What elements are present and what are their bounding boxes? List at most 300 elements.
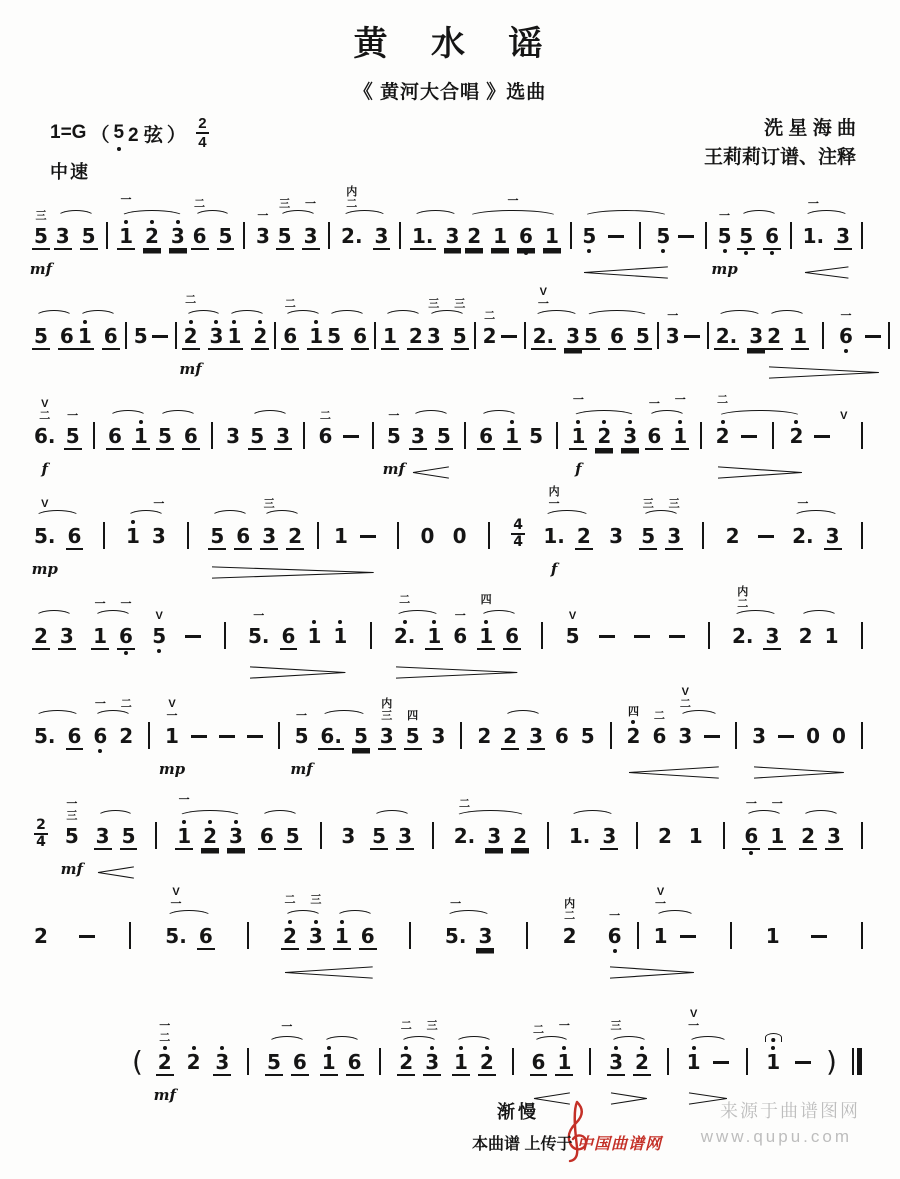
note-group [645, 390, 689, 459]
barline [730, 690, 742, 757]
note-number: 1 [793, 324, 807, 348]
fingering-mark: 一 [281, 1021, 293, 1033]
note [764, 890, 782, 957]
note-number: 1 [119, 224, 133, 248]
dash [247, 735, 263, 738]
note-number: 3 [667, 524, 682, 548]
fingering-mark: 四 [407, 710, 419, 722]
note-number: 3 [529, 724, 543, 748]
barline [459, 390, 471, 457]
note [158, 690, 186, 778]
note-group [452, 790, 529, 859]
note-group [265, 1016, 309, 1085]
note-number: 1 [333, 624, 348, 648]
barline [702, 290, 714, 357]
note [435, 390, 453, 459]
note-group [443, 890, 494, 959]
note [838, 390, 850, 457]
finger-marks [296, 711, 307, 722]
note [307, 890, 325, 959]
dash [608, 235, 624, 238]
dash [814, 435, 830, 438]
note [60, 790, 83, 878]
fingering-mark: 一 [305, 198, 317, 210]
note-number: 2 [482, 324, 497, 348]
note [491, 190, 509, 259]
duration-dash [776, 690, 796, 757]
note [527, 690, 545, 759]
note [305, 590, 323, 657]
crescendo-hairpin [98, 866, 134, 879]
note [120, 790, 138, 859]
octave-dot [723, 249, 727, 253]
note-number: 6 [59, 324, 74, 348]
note [58, 290, 76, 359]
bow-mark: V [168, 698, 176, 710]
note [332, 490, 350, 557]
finger-marks [284, 895, 295, 906]
fingering-mark: 三 [279, 198, 291, 210]
finger-marks [67, 411, 78, 422]
note-number: 5 [372, 824, 387, 848]
note-number: 5. [165, 924, 187, 948]
fingering-mark: 一 [296, 710, 308, 722]
note-number: 2 [119, 724, 134, 748]
note [382, 390, 405, 478]
barline [697, 490, 709, 557]
finger-marks [194, 199, 205, 210]
barline [542, 790, 554, 857]
fingering-mark: 三 [35, 210, 47, 222]
finger-marks [95, 699, 106, 710]
note-number: 5 [353, 724, 368, 748]
barline [856, 590, 868, 657]
finger-marks [41, 499, 48, 510]
finger-marks [167, 699, 178, 722]
note [608, 290, 626, 359]
note-number: 3 [151, 524, 166, 548]
barline [785, 190, 797, 257]
note [318, 690, 344, 759]
finger-marks [737, 587, 748, 610]
diminuendo-hairpin [610, 966, 694, 979]
note-number: 5 [294, 724, 309, 748]
crescendo-hairpin [584, 266, 668, 279]
barline [365, 590, 377, 657]
fingering-mark: 四 [480, 594, 492, 606]
note-number: 3 [665, 324, 680, 348]
barline [298, 390, 310, 457]
duration-dash [358, 490, 378, 557]
note-number: 1 [479, 624, 494, 648]
note [765, 290, 783, 359]
fingering-mark: 一 [507, 195, 519, 207]
note [32, 690, 58, 757]
note [91, 590, 109, 659]
note [182, 390, 200, 459]
note-number: 5 [210, 524, 225, 548]
tempo-change-label: 渐慢 [497, 1102, 539, 1122]
note [227, 790, 245, 859]
note [654, 190, 672, 257]
note-group [91, 590, 135, 659]
finger-marks [611, 1021, 622, 1032]
fingering-mark: 一 [674, 394, 686, 406]
note-group [191, 190, 235, 259]
dash [219, 735, 235, 738]
fingering-mark: 三 [428, 298, 440, 310]
dash [865, 335, 881, 338]
time-signature [32, 790, 50, 857]
fingering-mark: 一 [840, 310, 852, 322]
note-number: 5 [81, 224, 96, 248]
dash [811, 935, 827, 938]
dash [360, 535, 376, 538]
note [274, 390, 292, 459]
duration-dash [793, 1016, 813, 1083]
note [606, 890, 624, 957]
note-number: 1. [412, 224, 434, 248]
music-line-6 [32, 686, 868, 790]
finger-marks [564, 899, 575, 922]
note [132, 390, 150, 459]
fingering-mark: 二 [532, 1024, 544, 1036]
fingering-mark: 二 [120, 698, 132, 710]
finger-marks [840, 411, 847, 422]
meter-numerator: 2 [198, 115, 207, 132]
note [117, 690, 135, 757]
time-sig-numerator: 2 [36, 817, 46, 833]
finger-marks [840, 311, 851, 322]
bow-mark: V [568, 610, 577, 622]
note [94, 790, 112, 859]
note [730, 586, 756, 657]
note-group [381, 290, 425, 359]
finger-marks [159, 1021, 170, 1044]
note-number: 3 [425, 1050, 440, 1074]
bow-mark: V [656, 886, 665, 898]
note-group [276, 190, 320, 259]
dash [680, 935, 696, 938]
note [656, 790, 674, 857]
note-number: 2 [408, 324, 423, 348]
note-number: 3 [255, 224, 270, 248]
bow-mark: V [689, 1008, 698, 1020]
barline [741, 1016, 753, 1083]
note-group [248, 390, 292, 459]
note [124, 490, 142, 557]
note-number: 5. [444, 924, 467, 948]
note-group [320, 1016, 364, 1085]
note [150, 490, 168, 557]
note-number: 1 [557, 1050, 572, 1074]
note-group [179, 290, 226, 378]
note-number: 3 [379, 724, 394, 748]
octave-dot [844, 349, 848, 353]
duration-dash [812, 390, 832, 457]
note-group [465, 190, 561, 259]
barline [856, 190, 868, 257]
score-body [0, 186, 900, 1122]
fingering-mark: 三 [310, 894, 322, 906]
note [246, 590, 272, 657]
note-number: 5 [250, 424, 265, 448]
note-number: 5 [34, 324, 48, 348]
note [830, 690, 848, 757]
note-number: 3 [431, 724, 446, 748]
note [561, 890, 579, 957]
dash [704, 735, 720, 738]
note-group [742, 790, 786, 859]
barline [507, 1016, 519, 1083]
note-number: 2 [157, 1050, 172, 1074]
note [801, 190, 827, 257]
note-number: 3 [410, 424, 425, 448]
note-group [531, 286, 582, 359]
note-number: 3 [825, 524, 840, 548]
note-group [750, 690, 848, 757]
note-number: 6 [292, 1050, 307, 1074]
note [511, 790, 529, 859]
note-number: 3 [487, 824, 502, 848]
note [607, 1016, 625, 1085]
time-signature [34, 819, 48, 848]
note-group [582, 290, 652, 359]
note [423, 1016, 441, 1085]
note [373, 190, 391, 259]
time-sig-denominator: 4 [36, 834, 46, 850]
note-number: 5 [565, 624, 580, 648]
barline [98, 490, 110, 557]
music-line-4 [31, 486, 868, 590]
finger-marks [797, 499, 808, 510]
dash [741, 435, 757, 438]
note-number: 3 [749, 324, 764, 348]
duration-dash [667, 590, 687, 657]
fingering-mark: 一 [257, 210, 269, 222]
credits [704, 114, 856, 173]
note-number: 6 [183, 424, 198, 448]
note-number: 2 [288, 524, 303, 548]
note-number: 6 [236, 524, 251, 548]
note-group [208, 490, 378, 559]
finger-marks [667, 311, 678, 322]
fingering-mark: 一 [609, 910, 621, 922]
note [567, 790, 593, 857]
note-number: 3 [276, 424, 291, 448]
note-number: 6 [453, 624, 468, 648]
duration-dash [606, 190, 626, 257]
upload-prefix: 本曲谱 [472, 1136, 521, 1153]
note [339, 790, 357, 857]
barline [182, 490, 194, 557]
note [381, 290, 399, 359]
finger-marks [675, 395, 686, 406]
note-group [606, 886, 698, 957]
note [799, 790, 817, 859]
note-number: 2 [725, 524, 740, 548]
note-group [477, 390, 521, 459]
note [621, 390, 639, 459]
note [132, 290, 150, 357]
note [797, 590, 815, 657]
octave-dots-below [124, 651, 128, 655]
note-number: 0 [831, 724, 846, 748]
octave-dots-below [587, 249, 591, 253]
barline [551, 390, 563, 457]
finger-marks [455, 611, 466, 622]
note [425, 590, 443, 659]
barline [662, 1016, 674, 1083]
parenthesis: ) [825, 1045, 837, 1078]
fingering-mark: 一 [159, 1020, 171, 1032]
note-group [106, 390, 150, 459]
fingering-mark: 内 [381, 698, 393, 710]
note-number: 6 [554, 724, 569, 748]
note [531, 286, 557, 359]
note [66, 690, 84, 759]
note [163, 886, 189, 957]
barline [150, 790, 162, 857]
watermark-url: www.qupu.com [700, 1127, 852, 1146]
finger-marks [185, 295, 196, 306]
note [530, 1016, 548, 1085]
time-signature [511, 519, 525, 548]
note [208, 290, 226, 359]
note-group [730, 586, 781, 659]
fingering-mark: 一 [655, 898, 667, 910]
note [465, 190, 483, 259]
note [397, 1016, 415, 1085]
note-number: 6 [479, 424, 494, 448]
note-number: 0 [806, 724, 820, 748]
finger-marks [765, 1033, 782, 1044]
note [106, 390, 124, 459]
note [575, 490, 593, 559]
note-group [685, 1008, 731, 1083]
finger-marks [772, 799, 783, 810]
note-number: 1 [309, 324, 324, 348]
note-number: 3 [445, 224, 460, 248]
note-group [737, 190, 781, 259]
note [281, 290, 299, 359]
octave-dot [98, 749, 102, 753]
note [823, 590, 841, 657]
note [346, 1016, 364, 1085]
note-group [425, 290, 469, 359]
dash [79, 935, 95, 938]
note-number: 5 [218, 224, 233, 248]
note-number: 1 [165, 724, 179, 748]
note [650, 690, 668, 757]
duration-dash [678, 890, 698, 957]
note-group [607, 1016, 651, 1085]
finger-marks [305, 199, 316, 210]
parenthesis: ( [132, 1045, 143, 1078]
note-number: 2. [792, 524, 814, 548]
finger-marks [454, 299, 465, 310]
note-number: 3 [374, 224, 389, 248]
note-group [76, 290, 120, 359]
finger-marks [346, 187, 357, 210]
note [197, 890, 215, 959]
note-number: 3 [765, 624, 780, 648]
barline [219, 590, 231, 657]
note-number: 6 [318, 424, 333, 448]
dash [684, 335, 700, 338]
bow-mark: V [155, 610, 163, 622]
fingering-mark: 三 [381, 710, 393, 722]
crescendo-hairpin [629, 766, 719, 779]
finger-marks [153, 499, 164, 510]
note [485, 790, 503, 859]
barline [374, 1016, 386, 1083]
note-number: 3 [398, 824, 413, 848]
dynamic-mark: mp [711, 260, 738, 278]
note-number: 6 [519, 224, 533, 248]
note-number: 5 [34, 224, 48, 248]
note [286, 490, 304, 559]
duration-dash [597, 590, 617, 657]
finger-marks [717, 395, 728, 406]
finger-marks [156, 611, 163, 622]
note-group [281, 890, 325, 959]
octave-dots-below [723, 249, 727, 253]
note-number: 5 [386, 424, 401, 448]
note-number: 6 [347, 1050, 362, 1074]
barline [584, 1016, 596, 1083]
note-group [477, 590, 521, 659]
note-number: 5 [64, 824, 79, 848]
note-number: 1 [505, 424, 519, 448]
duration-dash [245, 690, 265, 757]
note [676, 686, 694, 757]
fingering-mark: 内 [548, 486, 560, 498]
barline [652, 290, 664, 357]
octave-dot [613, 949, 617, 953]
barline [703, 590, 715, 657]
note [671, 390, 689, 459]
duration-dash [756, 490, 776, 557]
note-number: 0 [452, 524, 467, 548]
finger-marks [279, 199, 290, 210]
note [251, 290, 269, 359]
note-group [639, 490, 683, 559]
note-number: 0 [420, 524, 435, 548]
note-group [31, 490, 83, 578]
note [764, 1016, 782, 1083]
note [645, 390, 663, 459]
fingering-mark: 一 [719, 210, 731, 222]
note [191, 190, 209, 259]
finger-marks [573, 395, 584, 406]
octave-dots-below [770, 251, 774, 255]
note-number: 5. [34, 724, 56, 748]
watermark-text: 来源于曲谱图网 [720, 1101, 860, 1121]
note [633, 1016, 651, 1085]
note-number: 2 [798, 624, 813, 648]
fingering-mark: 二 [400, 1020, 412, 1032]
dash [599, 635, 615, 638]
fingering-mark: 二 [319, 410, 331, 422]
finger-marks [569, 611, 576, 622]
note-group [156, 390, 200, 459]
fingering-mark: 三 [668, 498, 680, 510]
note [444, 190, 462, 259]
note [451, 490, 469, 557]
fingering-mark: 二 [185, 294, 197, 306]
note-number: 1 [765, 924, 780, 948]
